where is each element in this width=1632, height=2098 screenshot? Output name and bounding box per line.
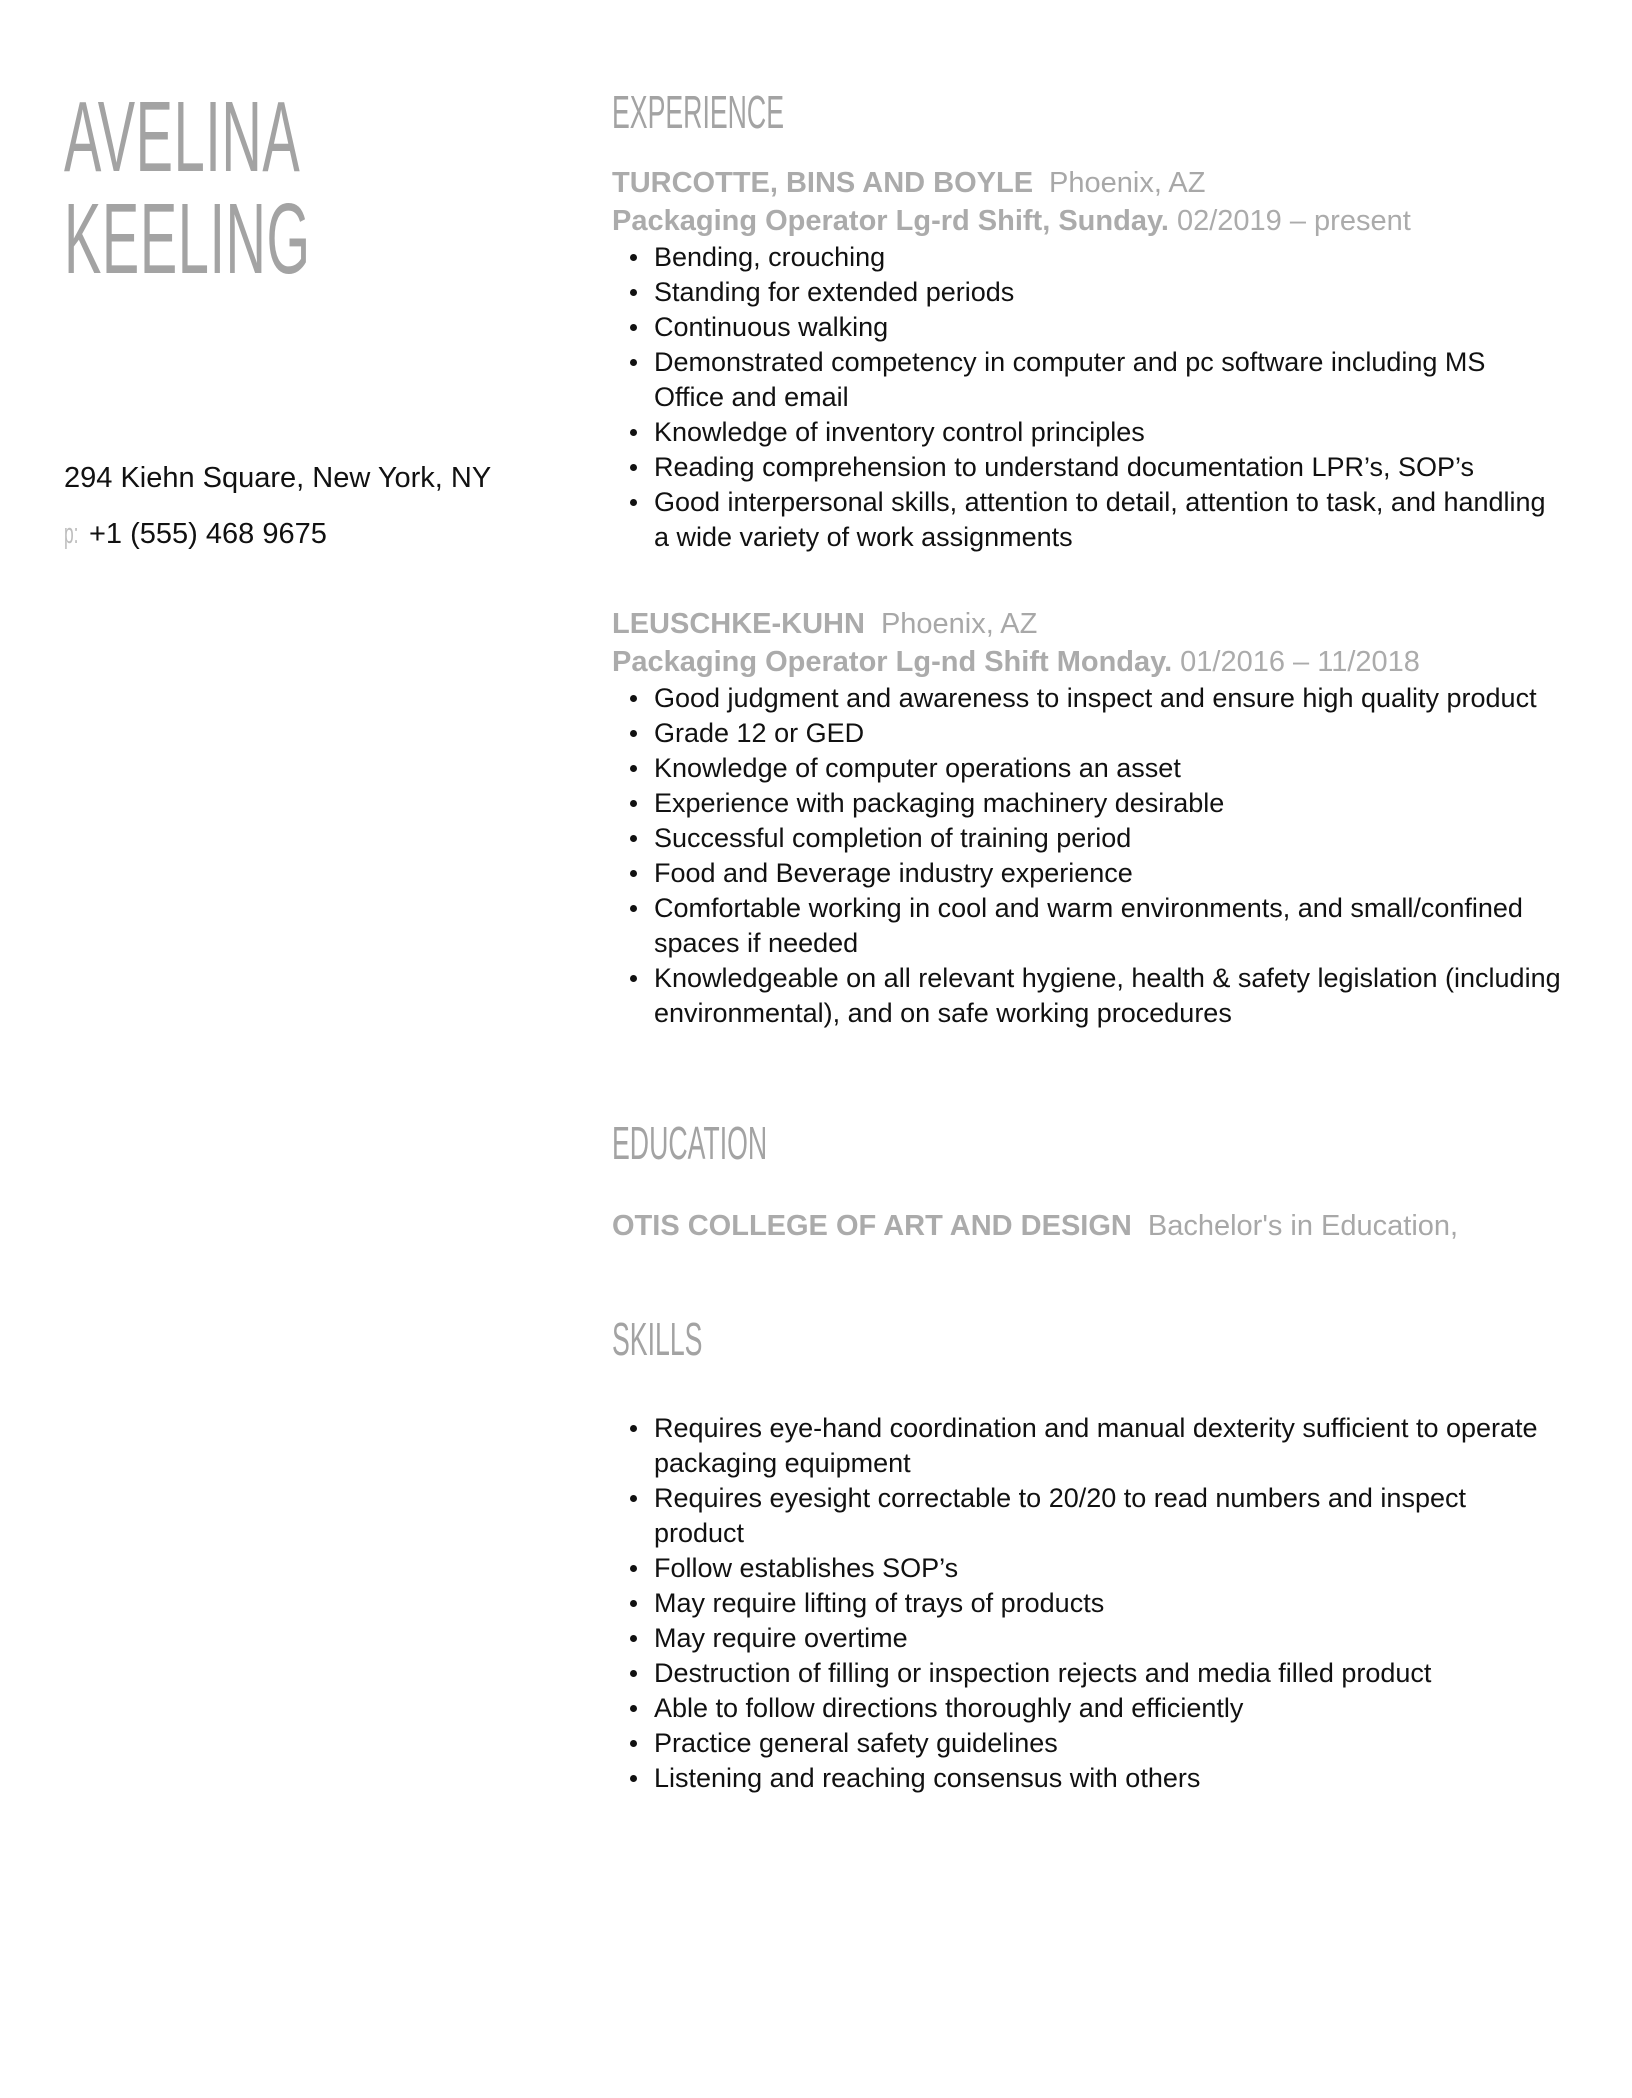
list-item: May require lifting of trays of products (654, 1586, 1572, 1621)
list-item: Able to follow directions thoroughly and efficiently (654, 1691, 1572, 1726)
list-item: Food and Beverage industry experience (654, 856, 1572, 891)
job-location: Phoenix, AZ (1049, 167, 1206, 199)
job-header (612, 605, 1572, 643)
job-title: Packaging Operator Lg-rd Shift, Sunday. (612, 205, 1169, 237)
job-header (612, 164, 1572, 202)
list-item: Knowledgeable on all relevant hygiene, health & safety legislation (including environmental), and on safe working procedures (654, 961, 1572, 1031)
job-bullets (612, 240, 1572, 555)
job-dates: 01/2016 – 11/2018 (1180, 646, 1420, 678)
skills-heading: SKILLS (612, 1313, 703, 1365)
main-column (612, 86, 1572, 1796)
list-item: Grade 12 or GED (654, 716, 1572, 751)
phone-line (64, 517, 491, 551)
list-item: Destruction of filling or inspection rejects and media filled product (654, 1656, 1572, 1691)
list-item: Knowledge of computer operations an asset (654, 751, 1572, 786)
phone-prefix: p: (64, 518, 79, 550)
last-name: KEELING (64, 183, 311, 295)
job-title: Packaging Operator Lg-nd Shift Monday. (612, 646, 1173, 678)
list-item: Demonstrated competency in computer and pc software including MS Office and email (654, 345, 1572, 415)
job-title-line (612, 202, 1572, 240)
list-item: Knowledge of inventory control principles (654, 415, 1572, 450)
skills-list (612, 1411, 1572, 1796)
first-name: AVELINA (64, 81, 301, 193)
job-dates: 02/2019 – present (1176, 205, 1411, 237)
school-name: OTIS COLLEGE OF ART AND DESIGN (612, 1210, 1132, 1242)
name-block (64, 81, 544, 295)
list-item: Requires eye-hand coordination and manual dexterity sufficient to operate packaging equipment (654, 1411, 1572, 1481)
list-item: Successful completion of training period (654, 821, 1572, 856)
list-item: Good judgment and awareness to inspect and ensure high quality product (654, 681, 1572, 716)
list-item: Reading comprehension to understand documentation LPR’s, SOP’s (654, 450, 1572, 485)
job-title-line (612, 643, 1572, 681)
experience-heading: EXPERIENCE (612, 86, 784, 138)
list-item: Experience with packaging machinery desirable (654, 786, 1572, 821)
list-item: Bending, crouching (654, 240, 1572, 275)
list-item: Continuous walking (654, 310, 1572, 345)
list-item: Good interpersonal skills, attention to detail, attention to task, and handling a wide variety of work assignments (654, 485, 1572, 555)
company-name: TURCOTTE, BINS AND BOYLE (612, 167, 1034, 199)
list-item: Follow establishes SOP’s (654, 1551, 1572, 1586)
education-entry (612, 1207, 1572, 1245)
job-bullets (612, 681, 1572, 1031)
address: 294 Kiehn Square, New York, NY (64, 462, 492, 494)
education-heading: EDUCATION (612, 1117, 768, 1169)
list-item: May require overtime (654, 1621, 1572, 1656)
list-item: Listening and reaching consensus with others (654, 1761, 1572, 1796)
degree: Bachelor's in Education, (1147, 1210, 1459, 1242)
job-entry (612, 605, 1572, 1031)
company-name: LEUSCHKE-KUHN (612, 608, 865, 640)
job-location: Phoenix, AZ (880, 608, 1038, 640)
contact-block (64, 461, 491, 551)
list-item: Requires eyesight correctable to 20/20 to read numbers and inspect product (654, 1481, 1572, 1551)
phone-number: +1 (555) 468 9675 (89, 518, 327, 550)
list-item: Standing for extended periods (654, 275, 1572, 310)
job-entry (612, 164, 1572, 555)
list-item: Practice general safety guidelines (654, 1726, 1572, 1761)
list-item: Comfortable working in cool and warm environments, and small/confined spaces if needed (654, 891, 1572, 961)
